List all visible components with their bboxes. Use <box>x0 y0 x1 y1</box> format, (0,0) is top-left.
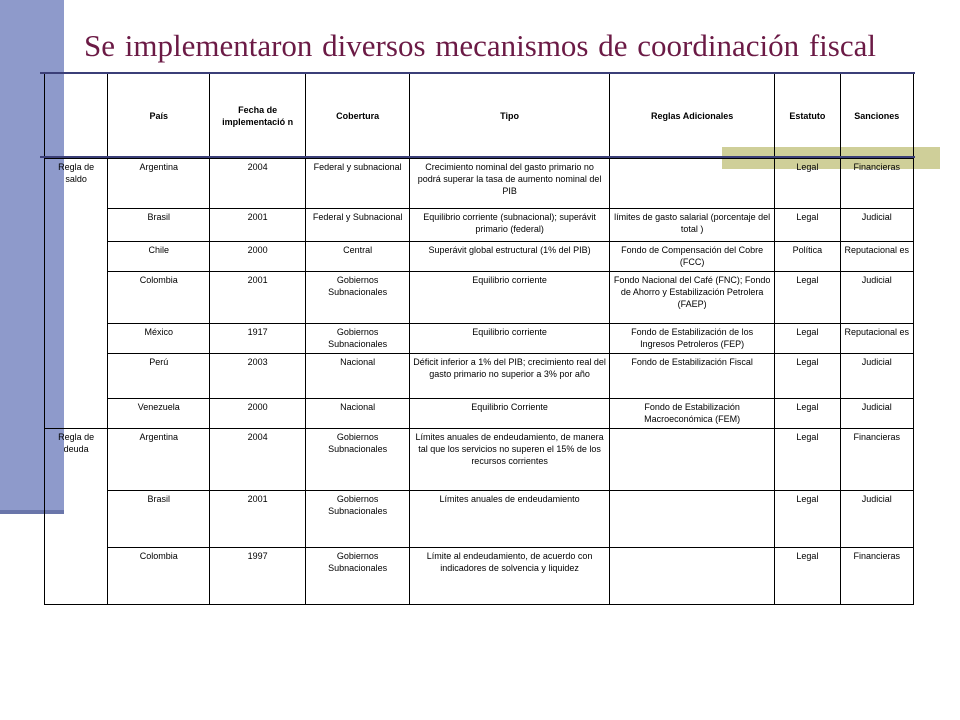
table-cell: Legal <box>775 354 840 399</box>
horizontal-rule <box>40 156 915 158</box>
table-cell: Financieras <box>840 548 913 605</box>
header-cell: Cobertura <box>306 74 410 159</box>
header-cell: Estatuto <box>775 74 840 159</box>
table-cell: Judicial <box>840 399 913 429</box>
table-cell: Federal y subnacional <box>306 159 410 209</box>
table-cell: 2003 <box>210 354 306 399</box>
table-cell: 2000 <box>210 399 306 429</box>
table-row <box>45 272 914 324</box>
table-cell: límites de gasto salarial (porcentaje del total ) <box>610 209 775 242</box>
rule-group-label: Regla de deuda <box>45 429 108 605</box>
table-cell: Gobiernos Subnacionales <box>306 272 410 324</box>
header-cell: Fecha de implementació n <box>210 74 306 159</box>
table-cell: Judicial <box>840 272 913 324</box>
table-cell: Argentina <box>108 159 210 209</box>
table-cell: Gobiernos Subnacionales <box>306 429 410 491</box>
table-cell: Superávit global estructural (1% del PIB) <box>410 242 610 272</box>
table-row <box>45 399 914 429</box>
table-cell: Fondo de Estabilización de los Ingresos Petroleros (FEP) <box>610 324 775 354</box>
table-cell: Límites anuales de endeudamiento, de manera tal que los servicios no superen el 15% de los recursos corrientes <box>410 429 610 491</box>
table-cell: Reputacional es <box>840 324 913 354</box>
table-cell: Judicial <box>840 209 913 242</box>
table-cell: Legal <box>775 399 840 429</box>
table-cell <box>610 159 775 209</box>
table-cell: México <box>108 324 210 354</box>
table-cell: Judicial <box>840 491 913 548</box>
table-row <box>45 548 914 605</box>
table-cell: Legal <box>775 429 840 491</box>
table-cell: Legal <box>775 324 840 354</box>
table-row <box>45 242 914 272</box>
table-cell: 2004 <box>210 429 306 491</box>
fiscal-rules-table <box>44 73 914 605</box>
table-row <box>45 159 914 209</box>
table-row <box>45 209 914 242</box>
table-cell: Financieras <box>840 159 913 209</box>
table-cell <box>610 491 775 548</box>
table-cell: Equilibrio corriente (subnacional); superávit primario (federal) <box>410 209 610 242</box>
title-rule <box>40 72 915 74</box>
table-cell: Nacional <box>306 354 410 399</box>
table-cell: Legal <box>775 272 840 324</box>
table-cell: Fondo de Estabilización Fiscal <box>610 354 775 399</box>
table-header-row <box>45 74 914 159</box>
table-cell: Límite al endeudamiento, de acuerdo con indicadores de solvencia y liquidez <box>410 548 610 605</box>
header-cell: Tipo <box>410 74 610 159</box>
header-cell: País <box>108 74 210 159</box>
table-row <box>45 324 914 354</box>
table-cell: Límites anuales de endeudamiento <box>410 491 610 548</box>
table-cell: Brasil <box>108 491 210 548</box>
table-row <box>45 491 914 548</box>
table-cell: Legal <box>775 548 840 605</box>
table-cell: Venezuela <box>108 399 210 429</box>
table-cell: Legal <box>775 491 840 548</box>
table-cell: Colombia <box>108 272 210 324</box>
table-cell: Financieras <box>840 429 913 491</box>
table-row <box>45 354 914 399</box>
table-row <box>45 429 914 491</box>
table-cell: 2001 <box>210 272 306 324</box>
table-cell: 2001 <box>210 491 306 548</box>
header-empty <box>45 74 108 159</box>
table-cell: Nacional <box>306 399 410 429</box>
table-cell: 2001 <box>210 209 306 242</box>
table-cell: 2004 <box>210 159 306 209</box>
table-cell: 1997 <box>210 548 306 605</box>
table-cell: Déficit inferior a 1% del PIB; crecimiento real del gasto primario no superior a 3% por año <box>410 354 610 399</box>
table-cell: Judicial <box>840 354 913 399</box>
table-cell <box>610 548 775 605</box>
table-cell: Fondo de Compensación del Cobre (FCC) <box>610 242 775 272</box>
table-cell: Fondo Nacional del Café (FNC); Fondo de Ahorro y Estabilización Petrolera (FAEP) <box>610 272 775 324</box>
header-cell: Reglas Adicionales <box>610 74 775 159</box>
table-cell: Chile <box>108 242 210 272</box>
table-cell: Equilibrio corriente <box>410 324 610 354</box>
table-cell: Gobiernos Subnacionales <box>306 548 410 605</box>
slide-title: Se implementaron diversos mecanismos de coordinación fiscal <box>84 28 876 63</box>
table-cell <box>610 429 775 491</box>
table-cell: Política <box>775 242 840 272</box>
table-cell: Gobiernos Subnacionales <box>306 324 410 354</box>
table-cell: Reputacional es <box>840 242 913 272</box>
table-cell: Legal <box>775 159 840 209</box>
table-cell: Gobiernos Subnacionales <box>306 491 410 548</box>
table-cell: Central <box>306 242 410 272</box>
table-cell: Fondo de Estabilización Macroeconómica (FEM) <box>610 399 775 429</box>
rule-group-label: Regla de saldo <box>45 159 108 429</box>
table-cell: Federal y Subnacional <box>306 209 410 242</box>
table-cell: Colombia <box>108 548 210 605</box>
table-cell: Legal <box>775 209 840 242</box>
table-cell: 1917 <box>210 324 306 354</box>
header-cell: Sanciones <box>840 74 913 159</box>
table-cell: Equilibrio Corriente <box>410 399 610 429</box>
table-cell: Crecimiento nominal del gasto primario no podrá superar la tasa de aumento nominal del PIB <box>410 159 610 209</box>
table-cell: Argentina <box>108 429 210 491</box>
table-cell: Brasil <box>108 209 210 242</box>
table-cell: Perú <box>108 354 210 399</box>
table-cell: Equilibrio corriente <box>410 272 610 324</box>
table-cell: 2000 <box>210 242 306 272</box>
